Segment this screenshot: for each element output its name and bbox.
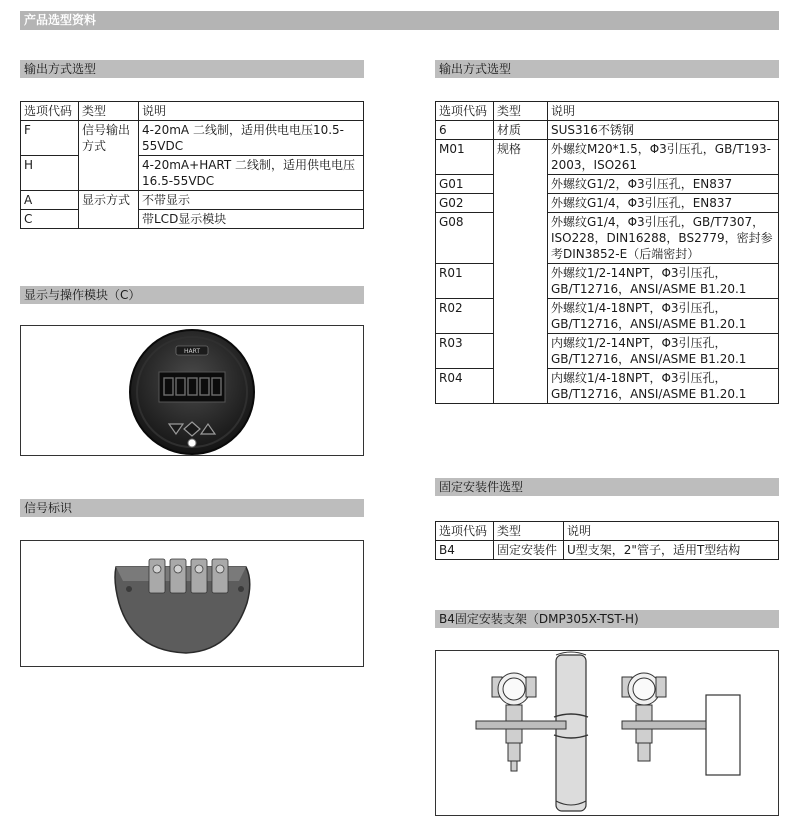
desc-cell: 外螺纹G1/2，Φ3引压孔，EN837 — [548, 175, 779, 194]
header-type: 类型 — [494, 522, 564, 541]
desc-cell: 外螺纹M20*1.5，Φ3引压孔，GB/T193-2003，ISO261 — [548, 140, 779, 175]
type-signal-cell: 信号输出方式 — [79, 121, 139, 191]
display-module-title: 显示与操作模块（C） — [20, 286, 364, 304]
page-header: 产品选型资料 — [20, 11, 779, 30]
desc-cell: 不带显示 — [139, 191, 364, 210]
header-desc: 说明 — [139, 102, 364, 121]
code-cell: H — [21, 156, 79, 191]
code-cell: R01 — [436, 264, 494, 299]
mounting-table — [435, 521, 779, 560]
code-cell: R02 — [436, 299, 494, 334]
desc-cell: SUS316不锈钢 — [548, 121, 779, 140]
output-left-table — [20, 101, 364, 229]
desc-cell: U型支架，2"管子，适用T型结构 — [564, 541, 779, 560]
desc-cell: 带LCD显示模块 — [139, 210, 364, 229]
type-material-cell: 材质 — [494, 121, 548, 140]
type-cell: 固定安装件 — [494, 541, 564, 560]
code-cell: G02 — [436, 194, 494, 213]
header-type: 类型 — [79, 102, 139, 121]
type-spec-cell: 规格 — [494, 140, 548, 404]
code-cell: C — [21, 210, 79, 229]
desc-cell: 4-20mA+HART 二线制，适用供电电压16.5-55VDC — [139, 156, 364, 191]
header-code: 选项代码 — [436, 102, 494, 121]
code-cell: R03 — [436, 334, 494, 369]
display-module-figure — [20, 325, 364, 456]
desc-cell: 外螺纹G1/4，Φ3引压孔，EN837 — [548, 194, 779, 213]
header-desc: 说明 — [548, 102, 779, 121]
desc-cell: 外螺纹1/4-18NPT，Φ3引压孔，GB/T12716，ANSI/ASME B1.20.1 — [548, 299, 779, 334]
output-right-table — [435, 101, 779, 404]
output-left-title: 输出方式选型 — [20, 60, 364, 78]
header-desc: 说明 — [564, 522, 779, 541]
code-cell: F — [21, 121, 79, 156]
code-cell: G08 — [436, 213, 494, 264]
lcd-module-image — [21, 326, 363, 455]
code-cell: B4 — [436, 541, 494, 560]
header-code: 选项代码 — [21, 102, 79, 121]
bracket-figure — [435, 650, 779, 816]
mounting-title: 固定安装件选型 — [435, 478, 779, 496]
signal-id-title: 信号标识 — [20, 499, 364, 517]
code-cell: A — [21, 191, 79, 210]
signal-id-figure — [20, 540, 364, 667]
code-cell: 6 — [436, 121, 494, 140]
bracket-title: B4固定安装支架（DMP305X-TST-H) — [435, 610, 779, 628]
header-code: 选项代码 — [436, 522, 494, 541]
desc-cell: 外螺纹G1/4，Φ3引压孔，GB/T7307，ISO228，DIN16288，BS2779，密封参考DIN3852-E（后端密封） — [548, 213, 779, 264]
terminal-block-image — [21, 541, 363, 666]
output-right-title: 输出方式选型 — [435, 60, 779, 78]
desc-cell: 外螺纹1/2-14NPT，Φ3引压孔，GB/T12716，ANSI/ASME B1.20.1 — [548, 264, 779, 299]
bracket-image — [436, 651, 778, 815]
desc-cell: 4-20mA 二线制，适用供电电压10.5-55VDC — [139, 121, 364, 156]
code-cell: G01 — [436, 175, 494, 194]
header-type: 类型 — [494, 102, 548, 121]
code-cell: R04 — [436, 369, 494, 404]
type-display-cell: 显示方式 — [79, 191, 139, 229]
code-cell: M01 — [436, 140, 494, 175]
desc-cell: 内螺纹1/2-14NPT，Φ3引压孔，GB/T12716，ANSI/ASME B1.20.1 — [548, 334, 779, 369]
hart-label: HART — [183, 348, 201, 355]
desc-cell: 内螺纹1/4-18NPT，Φ3引压孔，GB/T12716，ANSI/ASME B1.20.1 — [548, 369, 779, 404]
